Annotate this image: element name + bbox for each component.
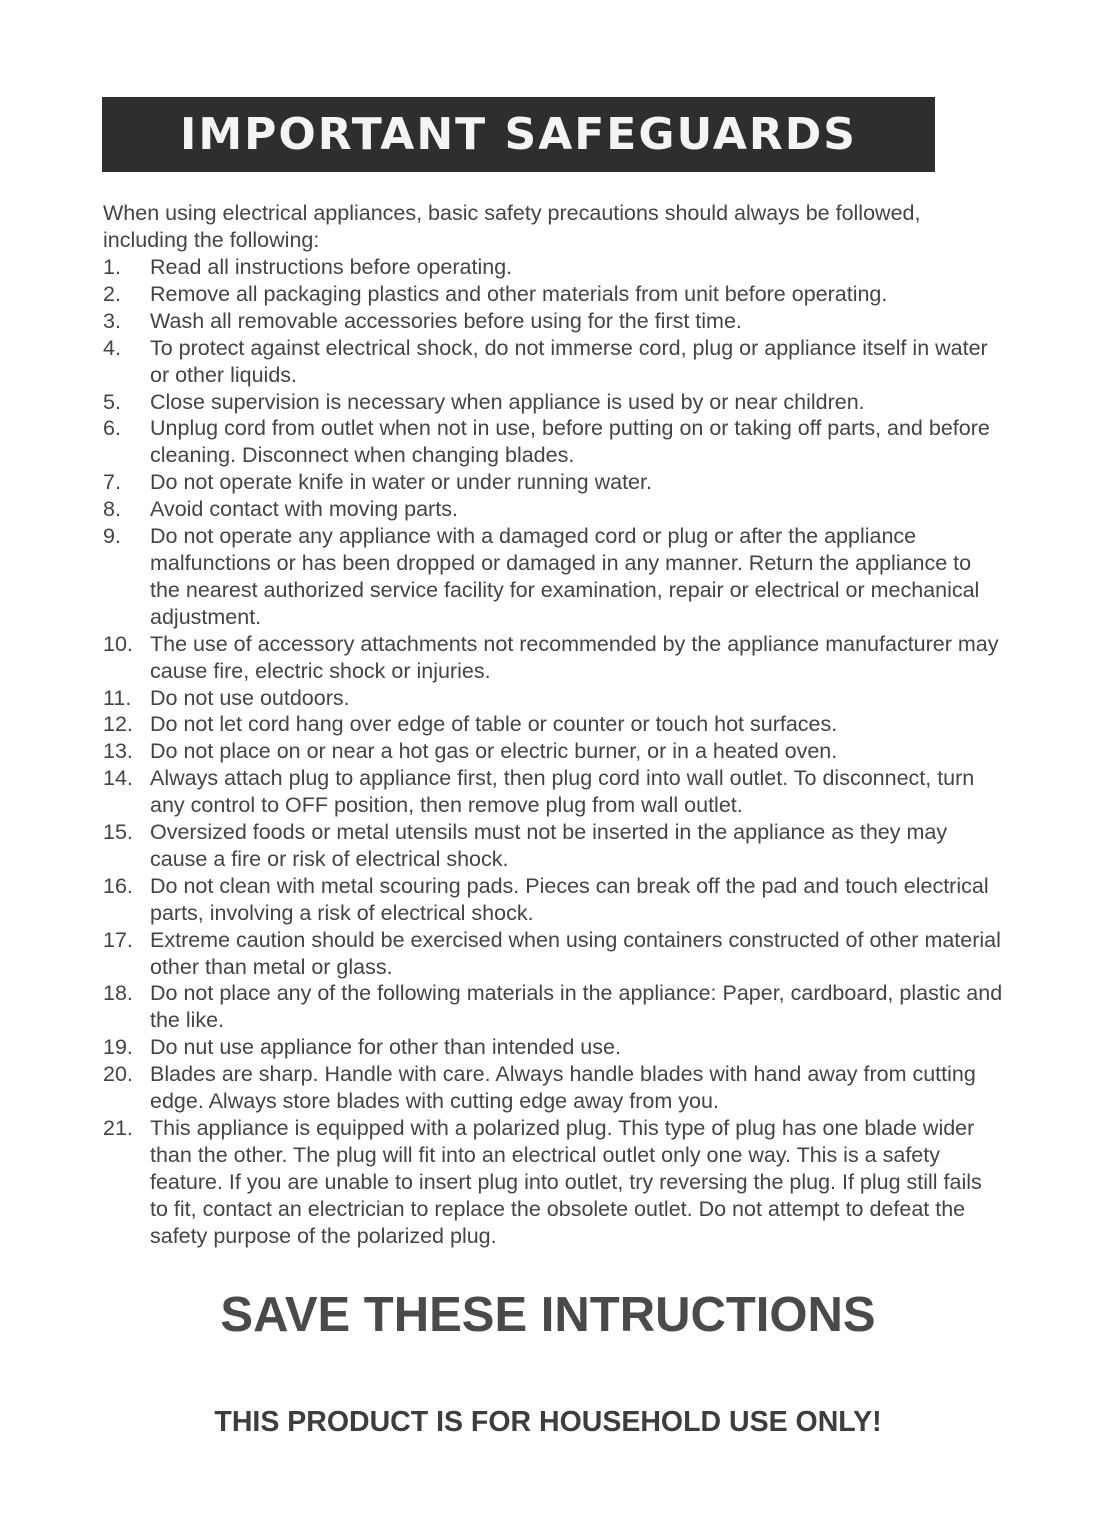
item-number: 14. [103,766,133,791]
item-text: Do not operate any appliance with a damaged cord or plug or after the appliance malfunctions or has been dropped or damaged in any manner. Return the appliance to the nearest authorized service facility for examination, repair or electrical or mechanical adjustment. [150,524,980,629]
list-item [103,389,1003,416]
item-text: Extreme caution should be exercised when using containers constructed of other material other than metal or glass. [150,927,1001,979]
household-use-notice: THIS PRODUCT IS FOR HOUSEHOLD USE ONLY! [214,1406,882,1438]
item-text: Avoid contact with moving parts. [150,497,458,522]
safeguards-list [103,254,1003,1250]
item-text: Do not place any of the following materials in the appliance: Paper, cardboard, plastic and the like. [150,981,1003,1033]
item-number: 19. [103,1035,133,1060]
intro-paragraph: When using electrical appliances, basic safety precautions should always be followed, including the following: [103,201,921,252]
item-number: 5. [103,389,121,414]
list-item [103,738,1003,765]
item-number: 9. [103,524,121,549]
list-item [103,1034,1003,1061]
list-item [103,254,1003,281]
item-text: Oversized foods or metal utensils must not be inserted in the appliance as they may cause a fire or risk of electrical shock. [150,820,948,871]
item-text: Do nut use appliance for other than intended use. [150,1035,621,1060]
list-item [103,873,1003,927]
list-item [103,819,1003,873]
list-item [103,927,1003,981]
list-item [103,281,1003,308]
item-number: 13. [103,739,133,764]
item-text: Close supervision is necessary when appliance is used by or near children. [150,389,865,414]
item-text: Do not let cord hang over edge of table or counter or touch hot surfaces. [150,712,838,737]
list-item [103,469,1003,496]
item-number: 7. [103,470,121,495]
item-number: 4. [103,335,121,360]
item-text: This appliance is equipped with a polarized plug. This type of plug has one blade wider than the other. The plug will fit into an electrical outlet only one way. This is a safety feature. If you are unable to insert plug into outlet, try reversing the plug. If plug still fails to fit, contact an electrician to replace the obsolete outlet. Do not attempt to defeat the safety purpose of the polarized plug. [150,1116,982,1248]
item-number: 8. [103,497,121,522]
list-item [103,523,1003,631]
item-text: To protect against electrical shock, do not immerse cord, plug or appliance itself in water or other liquids. [150,335,988,387]
save-instructions-heading: SAVE THESE INTRUCTIONS [220,1288,876,1342]
item-text: Remove all packaging plastics and other materials from unit before operating. [150,281,888,306]
item-number: 21. [103,1116,133,1140]
list-item [103,1115,1003,1250]
item-number: 2. [103,281,121,306]
list-item [103,980,1003,1034]
item-text: Wash all removable accessories before using for the first time. [150,308,742,333]
item-number: 6. [103,416,121,441]
list-item [103,1061,1003,1115]
item-text: Read all instructions before operating. [150,255,513,279]
item-text: Do not place on or near a hot gas or electric burner, or in a heated oven. [150,739,838,764]
item-text: Blades are sharp. Handle with care. Always handle blades with hand away from cutting edge. Always store blades with cutting edge away from you. [150,1062,976,1114]
title-banner [102,97,935,172]
item-number: 12. [103,712,133,737]
list-item [103,415,1003,469]
item-number: 11. [103,685,132,710]
list-item [103,765,1003,819]
list-item [103,685,1003,712]
list-item [103,335,1003,389]
item-text: Always attach plug to appliance first, then plug cord into wall outlet. To disconnect, turn any control to OFF position, then remove plug from wall outlet. [150,766,975,818]
item-number: 3. [103,308,121,333]
item-text: Do not use outdoors. [150,685,350,710]
list-item [103,308,1003,335]
item-text: Do not operate knife in water or under running water. [150,470,652,495]
list-item [103,631,1003,685]
item-number: 15. [103,820,133,845]
item-number: 20. [103,1062,133,1087]
item-text: Do not clean with metal scouring pads. Pieces can break off the pad and touch electrical parts, involving a risk of electrical shock. [150,873,989,925]
item-number: 18. [103,981,133,1006]
item-text: The use of accessory attachments not recommended by the appliance manufacturer may cause fire, electric shock or injuries. [150,631,999,683]
item-number: 10. [103,631,133,656]
item-text: Unplug cord from outlet when not in use, before putting on or taking off parts, and before cleaning. Disconnect when changing blades. [150,416,990,468]
page-title: IMPORTANT SAFEGUARDS [179,109,857,160]
item-number: 1. [103,255,121,279]
item-number: 17. [103,927,133,952]
item-number: 16. [103,873,133,898]
list-item [103,711,1003,738]
list-item [103,496,1003,523]
